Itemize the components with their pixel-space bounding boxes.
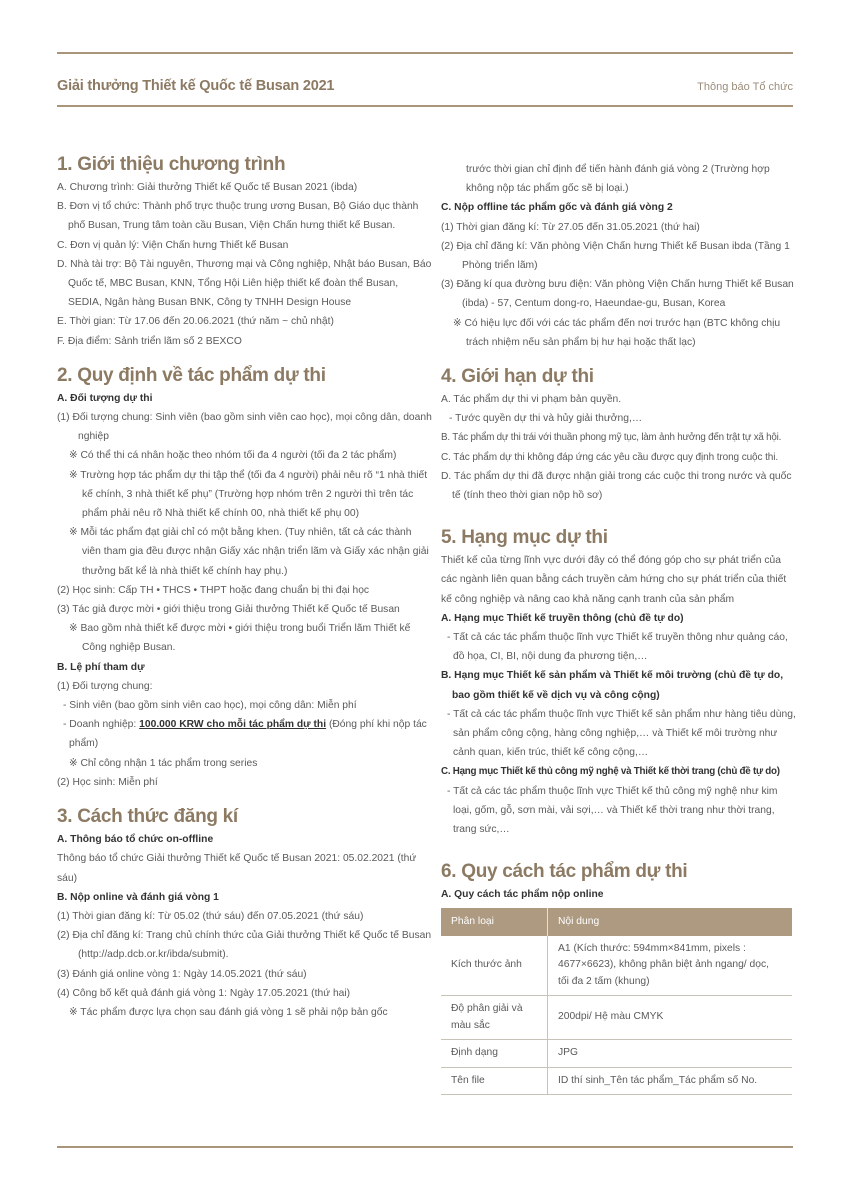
row-value: JPG bbox=[548, 1040, 793, 1068]
s5-a-dash-1: - Tất cả các tác phẩm thuộc lĩnh vực Thiết kế truyền thông như quảng cáo, đồ họa, CI, BI, nội dung đa phương tiện,… bbox=[447, 632, 788, 663]
s5-c-dash-1: - Tất cả các tác phẩm thuộc lĩnh vực Thiết kế thủ công mỹ nghệ như kim loại, gốm, gỗ, sơn mài, vải sợi,… và Thiết kế thời trang như thời trang, trang sức,… bbox=[447, 785, 778, 836]
right-column bbox=[441, 160, 796, 1095]
s5-c-subheading: C. Hạng mục Thiết kế thủ công mỹ nghệ và Thiết kế thời trang (chủ đề tự do) bbox=[441, 766, 780, 778]
row-value: ID thí sinh_Tên tác phẩm_Tác phẩm số No. bbox=[548, 1067, 793, 1095]
s3-b2: (2) Địa chỉ đăng kí: Trang chủ chính thức của Giải thưởng Thiết kế Quốc tế Busan (http://adp.dcb.or.kr/ibda/submit). bbox=[57, 930, 432, 961]
fee-amount: 100.000 KRW cho mỗi tác phẩm dự thi bbox=[139, 719, 327, 731]
s3-a-text: Thông báo tổ chức Giải thưởng Thiết kế Quốc tế Busan 2021: 05.02.2021 (thứ sáu) bbox=[57, 853, 417, 884]
s1-item-d: D. Nhà tài trợ: Bộ Tài nguyên, Thương mại và Công nghiệp, Nhật báo Busan, Báo Quốc tế, MBC Busan, KNN, Tổng Hội Liên hiệp thiết kế đoàn thể Busan, SEDIA, Ngân hàng Busan BNK, Công ty TNHH Design House bbox=[57, 258, 432, 309]
table-row bbox=[441, 996, 792, 1040]
footer-rule bbox=[57, 1146, 793, 1148]
s1-item-f: F. Địa điểm: Sảnh triển lãm số 2 BEXCO bbox=[57, 335, 242, 347]
s3-b3: (3) Đánh giá online vòng 1: Ngày 14.05.2021 (thứ sáu) bbox=[57, 968, 307, 980]
s3-c2: (2) Địa chỉ đăng kí: Văn phòng Viện Chấn hưng Thiết kế Busan ibda (Tầng 1 Phòng triển lãm) bbox=[441, 240, 790, 272]
row-label: Tên file bbox=[441, 1067, 548, 1095]
s3-c-subheading: C. Nộp offline tác phẩm gốc và đánh giá vòng 2 bbox=[441, 202, 673, 214]
col-header-category: Phân loại bbox=[441, 908, 548, 936]
section-1-heading: 1. Giới thiệu chương trình bbox=[57, 154, 286, 175]
s4-item-d: D. Tác phẩm dự thi đã được nhận giải trong các cuộc thi trong nước và quốc tế (tính theo thời gian nộp hồ sơ) bbox=[441, 470, 792, 502]
top-rule bbox=[57, 52, 793, 54]
s3-b1: (1) Thời gian đăng kí: Từ 05.02 (thứ sáu) đến 07.05.2021 (thứ sáu) bbox=[57, 910, 364, 922]
spec-table bbox=[441, 908, 792, 1096]
row-label: Định dạng bbox=[441, 1040, 548, 1068]
s5-a-subheading: A. Hạng mục Thiết kế truyền thông (chủ đề tự do) bbox=[441, 612, 684, 624]
row-label: Kích thước ảnh bbox=[441, 936, 548, 996]
s3-b4: (4) Công bố kết quả đánh giá vòng 1: Ngày 17.05.2021 (thứ hai) bbox=[57, 987, 351, 999]
document-section-label: Thông báo Tổ chức bbox=[697, 81, 793, 93]
section-6-heading: 6. Quy cách tác phẩm dự thi bbox=[441, 861, 688, 883]
s3-c1: (1) Thời gian đăng kí: Từ 27.05 đến 31.05.2021 (thứ hai) bbox=[441, 221, 700, 233]
s2-a1: (1) Đối tượng chung: Sinh viên (bao gồm sinh viên cao học), mọi công dân, doanh nghiệp bbox=[57, 412, 432, 443]
section-5-heading: 5. Hạng mục dự thi bbox=[441, 527, 608, 549]
s2-b1-dash-1: - Sinh viên (bao gồm sinh viên cao học), mọi công dân: Miễn phí bbox=[63, 700, 357, 712]
s2-a3: (3) Tác giả được mời • giới thiệu trong Giải thưởng Thiết kế Quốc tế Busan bbox=[57, 604, 400, 616]
s2-b1-dash-2 bbox=[63, 715, 432, 753]
s2-b-subheading: B. Lệ phí tham dự bbox=[57, 661, 145, 673]
s5-b-subheading: B. Hạng mục Thiết kế sản phẩm và Thiết kế môi trường (chủ đề tự do, bao gồm thiết kế về dịch vụ và công cộng) bbox=[441, 670, 784, 701]
document-title: Giải thưởng Thiết kế Quốc tế Busan 2021 bbox=[57, 78, 335, 94]
s2-b2: (2) Học sinh: Miễn phí bbox=[57, 776, 158, 788]
s2-a1-note-2: ※ Trường hợp tác phẩm dự thi tập thể (tối đa 4 người) phải nêu rõ “1 nhà thiết kế chính, 3 nhà thiết kế phụ” (Trường hợp nhóm trên 2 người thì trên tác phẩm phải nêu rõ Nhà thiết kế chính 00, nhà thiết kế phụ 00) bbox=[69, 469, 428, 520]
fee-suffix: (Đóng phí khi nộp tác phẩm) bbox=[69, 719, 427, 750]
s2-a-subheading: A. Đối tượng dự thi bbox=[57, 392, 153, 404]
s2-a1-note-3: ※ Mỗi tác phẩm đạt giải chỉ có một bằng khen. (Tuy nhiên, tất cả các thành viên tham gia đều được nhận Giấy xác nhận triển lãm và Giấy xác nhận giải thưởng bất kể là nhà thiết kế chính hay phụ.) bbox=[69, 527, 429, 577]
s2-b1: (1) Đối tượng chung: bbox=[57, 680, 153, 692]
s6-a-subheading: A. Quy cách tác phẩm nộp online bbox=[441, 889, 604, 901]
s3-a-subheading: A. Thông báo tổ chức on-offline bbox=[57, 834, 214, 846]
s5-b-dash-1: - Tất cả các tác phẩm thuộc lĩnh vực Thiết kế sản phẩm như hàng tiêu dùng, sản phẩm công cộng, hàng công nghiệp,… và Thiết kế môi trường như cảnh quan, kiến trúc, thiết kế công cộng,… bbox=[447, 708, 796, 759]
col-header-content: Nội dung bbox=[548, 908, 793, 936]
s4-item-a: A. Tác phẩm dự thi vi phạm bản quyền. bbox=[441, 394, 622, 406]
section-3-heading: 3. Cách thức đăng kí bbox=[57, 806, 238, 828]
s3-b-subheading: B. Nộp online và đánh giá vòng 1 bbox=[57, 891, 219, 903]
s3-b4-note-1: ※ Tác phẩm được lựa chọn sau đánh giá vòng 1 sẽ phải nộp bản gốc bbox=[69, 1006, 388, 1018]
s2-b1-note-1: ※ Chỉ công nhận 1 tác phẩm trong series bbox=[69, 757, 258, 769]
s4-item-c: C. Tác phẩm dự thi không đáp ứng các yêu cầu được quy định trong cuộc thi. bbox=[441, 451, 779, 463]
table-row bbox=[441, 1067, 792, 1095]
fee-prefix: - Doanh nghiệp: bbox=[63, 719, 140, 731]
row-value: 200dpi/ Hệ màu CMYK bbox=[548, 996, 793, 1040]
header-rule bbox=[57, 105, 793, 107]
s2-a2: (2) Học sinh: Cấp TH • THCS • THPT hoặc đang chuẩn bị thi đại học bbox=[57, 584, 370, 596]
section-2-heading: 2. Quy định về tác phẩm dự thi bbox=[57, 364, 326, 386]
section-4-heading: 4. Giới hạn dự thi bbox=[441, 366, 594, 388]
left-column bbox=[57, 152, 432, 1022]
s2-a1-note-1: ※ Có thể thi cá nhân hoặc theo nhóm tối đa 4 người (tối đa 2 tác phẩm) bbox=[69, 450, 397, 462]
table-row bbox=[441, 936, 792, 996]
s1-item-e: E. Thời gian: Từ 17.06 đến 20.06.2021 (thứ năm ~ chủ nhật) bbox=[57, 316, 334, 328]
spec-table-header bbox=[441, 908, 792, 936]
s4-item-b: B. Tác phẩm dự thi trái với thuần phong mỹ tục, làm ảnh hưởng đến trật tự xã hội. bbox=[441, 432, 782, 444]
s1-item-b: B. Đơn vị tổ chức: Thành phố trực thuộc trung ương Busan, Bộ Giáo dục thành phố Busan, Trung tâm toàn cầu Busan, Viện Chấn hưng thiết kế Busan. bbox=[57, 201, 419, 232]
s1-item-a: A. Chương trình: Giải thưởng Thiết kế Quốc tế Busan 2021 (ibda) bbox=[57, 182, 358, 193]
s4-a-dash-1: - Tước quyền dự thi và hủy giải thưởng,… bbox=[449, 413, 643, 425]
s2-a3-note-1: ※ Bao gồm nhà thiết kế được mời • giới thiệu trong buổi Triển lãm Thiết kế Công nghiệp Busan. bbox=[69, 623, 411, 654]
s3-c3-note-1: ※ Có hiệu lực đối với các tác phẩm đến nơi trước hạn (BTC không chịu trách nhiệm nếu sản phẩm bị hư hại hoặc thất lạc) bbox=[453, 317, 781, 348]
s3-c3: (3) Đăng kí qua đường bưu điện: Văn phòng Viện Chấn hưng Thiết kế Busan (ibda) - 57, Centum dong-ro, Haeundae-gu, Busan, Korea bbox=[441, 279, 794, 310]
row-label: Độ phân giải và màu sắc bbox=[441, 996, 548, 1040]
s5-intro: Thiết kế của từng lĩnh vực dưới đây có thể đóng góp cho sự phát triển của các ngành liên quan bằng cách truyền cảm hứng cho sự phát triển của thiết kế công nghiệp và nâng cao khả năng cạnh tranh của sản phẩm bbox=[441, 555, 787, 605]
s1-item-c: C. Đơn vị quản lý: Viện Chấn hưng Thiết kế Busan bbox=[57, 239, 289, 251]
table-row bbox=[441, 1040, 792, 1068]
s3-b4-note-1-cont: trước thời gian chỉ định để tiến hành đánh giá vòng 2 (Trường hợp không nộp tác phẩm gốc sẽ bị loại.) bbox=[466, 164, 770, 195]
row-value: A1 (Kích thước: 594mm×841mm, pixels : 4677×6623), không phân biệt ảnh ngang/ dọc, tối đa 2 tấm (khung) bbox=[548, 936, 793, 996]
